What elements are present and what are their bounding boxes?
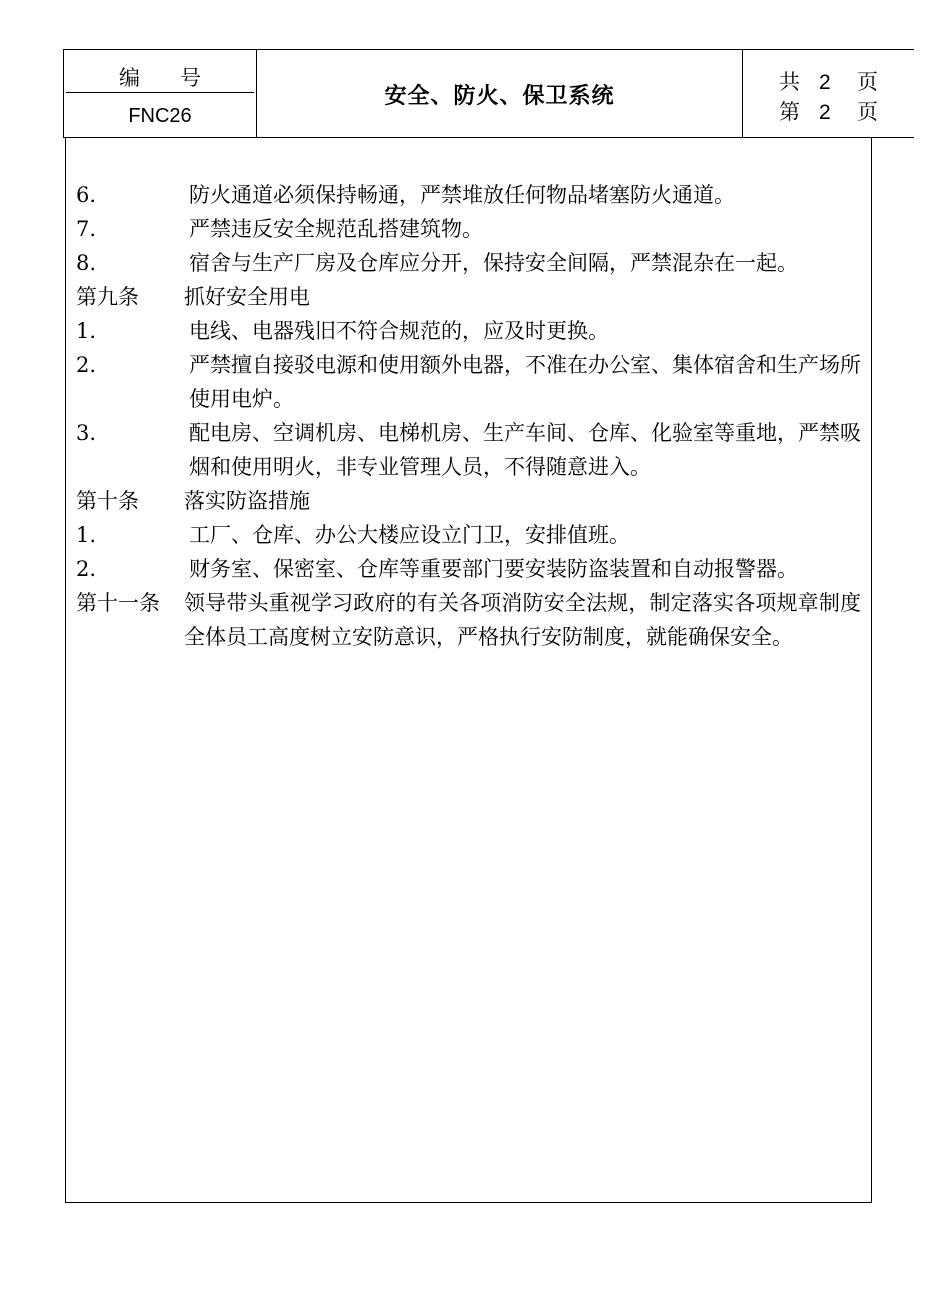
code-cell	[64, 50, 257, 138]
article-label: 第十条	[76, 489, 139, 513]
item-text: 配电房、空调机房、电梯机房、生产车间、仓库、化验室等重地，严禁吸烟和使用明火，非专业管理人员，不得随意进入。	[189, 421, 861, 479]
regulation-list	[76, 178, 861, 654]
item-label: 6.	[76, 183, 97, 207]
item-label: 3.	[76, 421, 97, 445]
current-page-label: 第	[779, 100, 800, 124]
item-label: 1.	[76, 523, 97, 547]
total-pages	[779, 66, 878, 96]
list-item	[76, 212, 861, 246]
list-item	[76, 552, 861, 586]
item-text: 严禁擅自接驳电源和使用额外电器，不准在办公室、集体宿舍和生产场所使用电炉。	[189, 353, 861, 411]
current-page	[779, 96, 878, 126]
item-label: 2.	[76, 557, 97, 581]
list-item	[76, 246, 861, 280]
title-cell	[257, 50, 743, 138]
item-label: 7.	[76, 217, 97, 241]
code-divider	[66, 92, 254, 93]
item-text: 严禁违反安全规范乱搭建筑物。	[189, 217, 483, 241]
article-text: 领导带头重视学习政府的有关各项消防安全法规，制定落实各项规章制度全体员工高度树立安防意识，严格执行安防制度，就能确保安全。	[184, 591, 861, 649]
item-label: 2.	[76, 353, 97, 377]
item-label: 1.	[76, 319, 97, 343]
page-count-cell	[743, 50, 915, 138]
article-heading	[76, 484, 861, 518]
item-text: 宿舍与生产厂房及仓库应分开，保持安全间隔，严禁混杂在一起。	[189, 251, 798, 275]
list-item	[76, 348, 861, 416]
list-item	[76, 314, 861, 348]
item-text: 防火通道必须保持畅通，严禁堆放任何物品堵塞防火通道。	[189, 183, 735, 207]
document-title: 安全、防火、保卫系统	[384, 83, 615, 109]
article-title: 抓好安全用电	[184, 285, 310, 309]
list-item	[76, 416, 861, 484]
current-page-unit: 页	[857, 100, 878, 124]
article-title: 落实防盗措施	[184, 489, 310, 513]
item-text: 财务室、保密室、仓库等重要部门要安装防盗装置和自动报警器。	[189, 557, 798, 581]
list-item	[76, 178, 861, 212]
total-pages-value: 2	[819, 71, 831, 94]
code-value: FNC26	[128, 105, 192, 127]
list-item	[76, 518, 861, 552]
total-pages-label: 共	[779, 70, 800, 94]
total-pages-unit: 页	[857, 70, 878, 94]
article-heading	[76, 280, 861, 314]
document-body	[65, 138, 872, 1203]
document-header	[63, 49, 914, 138]
item-text: 电线、电器残旧不符合规范的，应及时更换。	[189, 319, 609, 343]
article-label: 第十一条	[76, 591, 160, 615]
current-page-value: 2	[819, 101, 831, 124]
item-text: 工厂、仓库、办公大楼应设立门卫，安排值班。	[189, 523, 630, 547]
article-label: 第九条	[76, 285, 139, 309]
code-label: 编号	[119, 66, 241, 90]
article-heading	[76, 586, 861, 654]
item-label: 8.	[76, 251, 97, 275]
